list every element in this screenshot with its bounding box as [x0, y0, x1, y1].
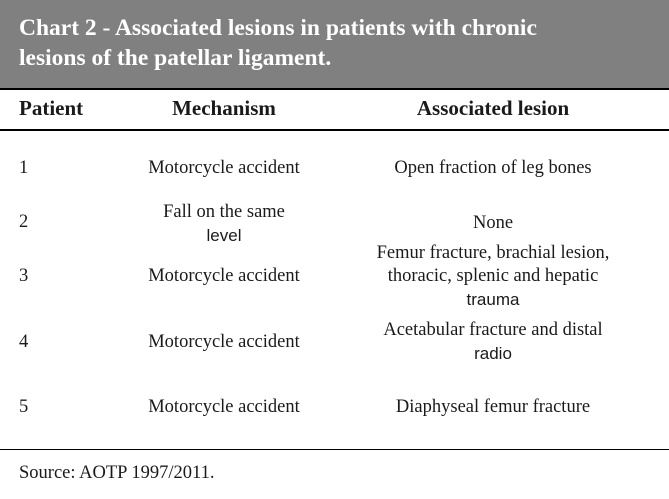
- header-top-rule: [0, 88, 669, 90]
- cell-lesion-5: [343, 396, 643, 419]
- cell-lesion-3-line-1: Femur fracture, brachial lesion,: [376, 243, 610, 263]
- column-header-patient: Patient: [19, 96, 84, 120]
- column-header-mechanism: Mechanism: [172, 96, 276, 120]
- cell-patient-5: 5: [19, 397, 29, 417]
- chart-title-line-2: lesions of the patellar ligament.: [19, 45, 332, 71]
- cell-patient-3: 3: [19, 266, 29, 286]
- cell-patient-2: 2: [19, 212, 29, 232]
- cell-mechanism-5-line-1: Motorcycle accident: [148, 397, 300, 417]
- chart-title-bar: [0, 0, 669, 88]
- cell-patient-1: 1: [19, 158, 29, 178]
- cell-mechanism-3-line-1: Motorcycle accident: [148, 266, 300, 286]
- cell-lesion-2-line-1: None: [472, 213, 514, 233]
- cell-mechanism-3: [114, 265, 334, 288]
- cell-lesion-5-line-1: Diaphyseal femur fracture: [395, 397, 591, 417]
- table-bottom-rule: [0, 449, 669, 450]
- cell-lesion-4-line-2: radio: [474, 344, 512, 363]
- cell-lesion-1-line-1: Open fraction of leg bones: [394, 158, 592, 178]
- cell-mechanism-1: [114, 157, 334, 180]
- cell-lesion-2: [343, 212, 643, 235]
- cell-mechanism-2-line-1: Fall on the same: [163, 202, 285, 222]
- cell-mechanism-1-line-1: Motorcycle accident: [148, 158, 300, 178]
- chart-title-line-1: Chart 2 - Associated lesions in patients with chronic: [19, 15, 537, 41]
- cell-mechanism-2: [114, 201, 334, 247]
- cell-mechanism-4: [114, 331, 334, 354]
- source-note: Source: AOTP 1997/2011.: [19, 463, 215, 483]
- header-bottom-rule: [0, 129, 669, 131]
- cell-lesion-3-line-3: trauma: [466, 290, 520, 309]
- cell-lesion-3-line-2: thoracic, splenic and hepatic: [387, 266, 599, 286]
- cell-lesion-1: [343, 157, 643, 180]
- column-header-associated-lesion: Associated lesion: [416, 96, 570, 120]
- cell-lesion-4: [343, 319, 643, 365]
- cell-lesion-4-line-1: Acetabular fracture and distal: [383, 320, 603, 340]
- cell-lesion-3: [343, 242, 643, 311]
- cell-mechanism-5: [114, 396, 334, 419]
- cell-mechanism-2-line-2: level: [206, 226, 242, 245]
- cell-patient-4: 4: [19, 332, 29, 352]
- cell-mechanism-4-line-1: Motorcycle accident: [148, 332, 300, 352]
